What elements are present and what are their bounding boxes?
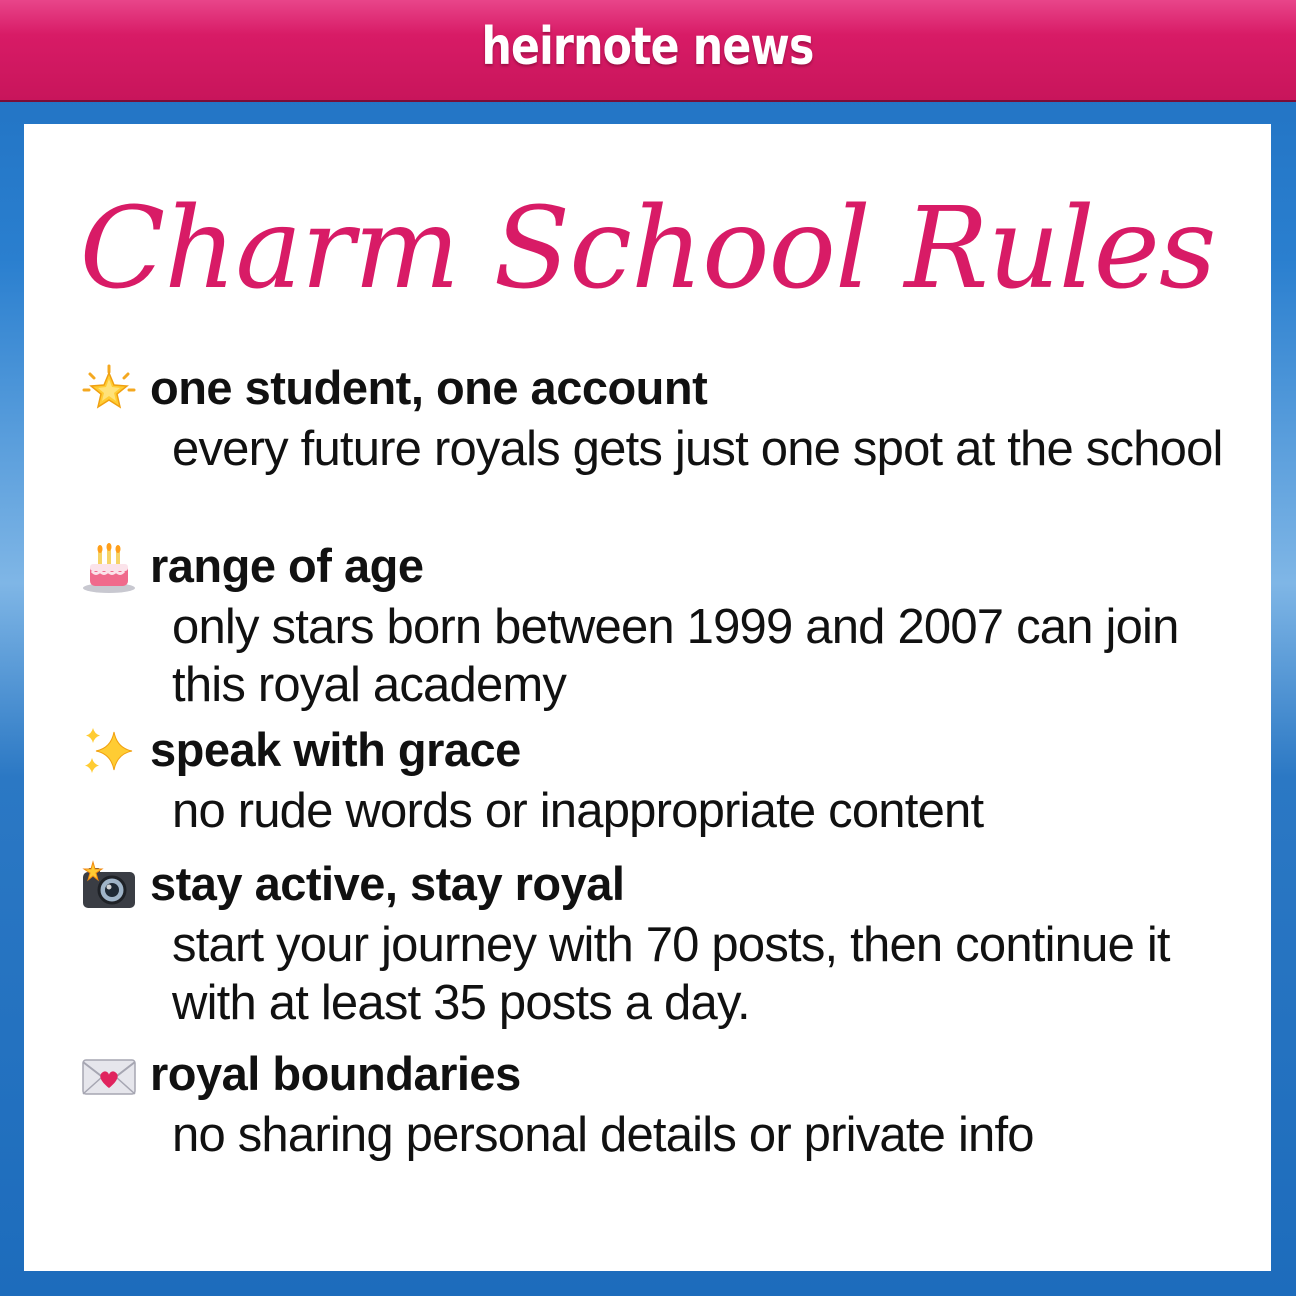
header-bar <box>0 0 1296 102</box>
rule-heading: royal boundaries <box>150 1047 521 1100</box>
love-letter-icon <box>80 1050 138 1102</box>
rule-heading: speak with grace <box>150 723 521 776</box>
rule-description: every future royals gets just one spot at the school <box>172 422 1223 476</box>
birthday-cake-icon <box>80 542 138 594</box>
camera-flash-icon <box>80 860 138 912</box>
rule-heading: one student, one account <box>150 361 708 414</box>
sparkles-icon <box>80 726 138 778</box>
rule-description: no rude words or inappropriate content <box>172 784 984 838</box>
rule-description: start your journey with 70 posts, then continue it with at least 35 posts a day. <box>172 918 1170 1030</box>
rule-heading: stay active, stay royal <box>150 857 625 910</box>
glowing-star-icon <box>80 364 138 416</box>
page-title: Charm School Rules <box>79 184 1216 314</box>
header-title: heirnote news <box>481 17 815 77</box>
rule-heading: range of age <box>150 539 424 592</box>
rules-card <box>24 124 1271 1271</box>
rule-description: no sharing personal details or private info <box>172 1108 1034 1162</box>
rule-description: only stars born between 1999 and 2007 can join this royal academy <box>172 600 1179 712</box>
